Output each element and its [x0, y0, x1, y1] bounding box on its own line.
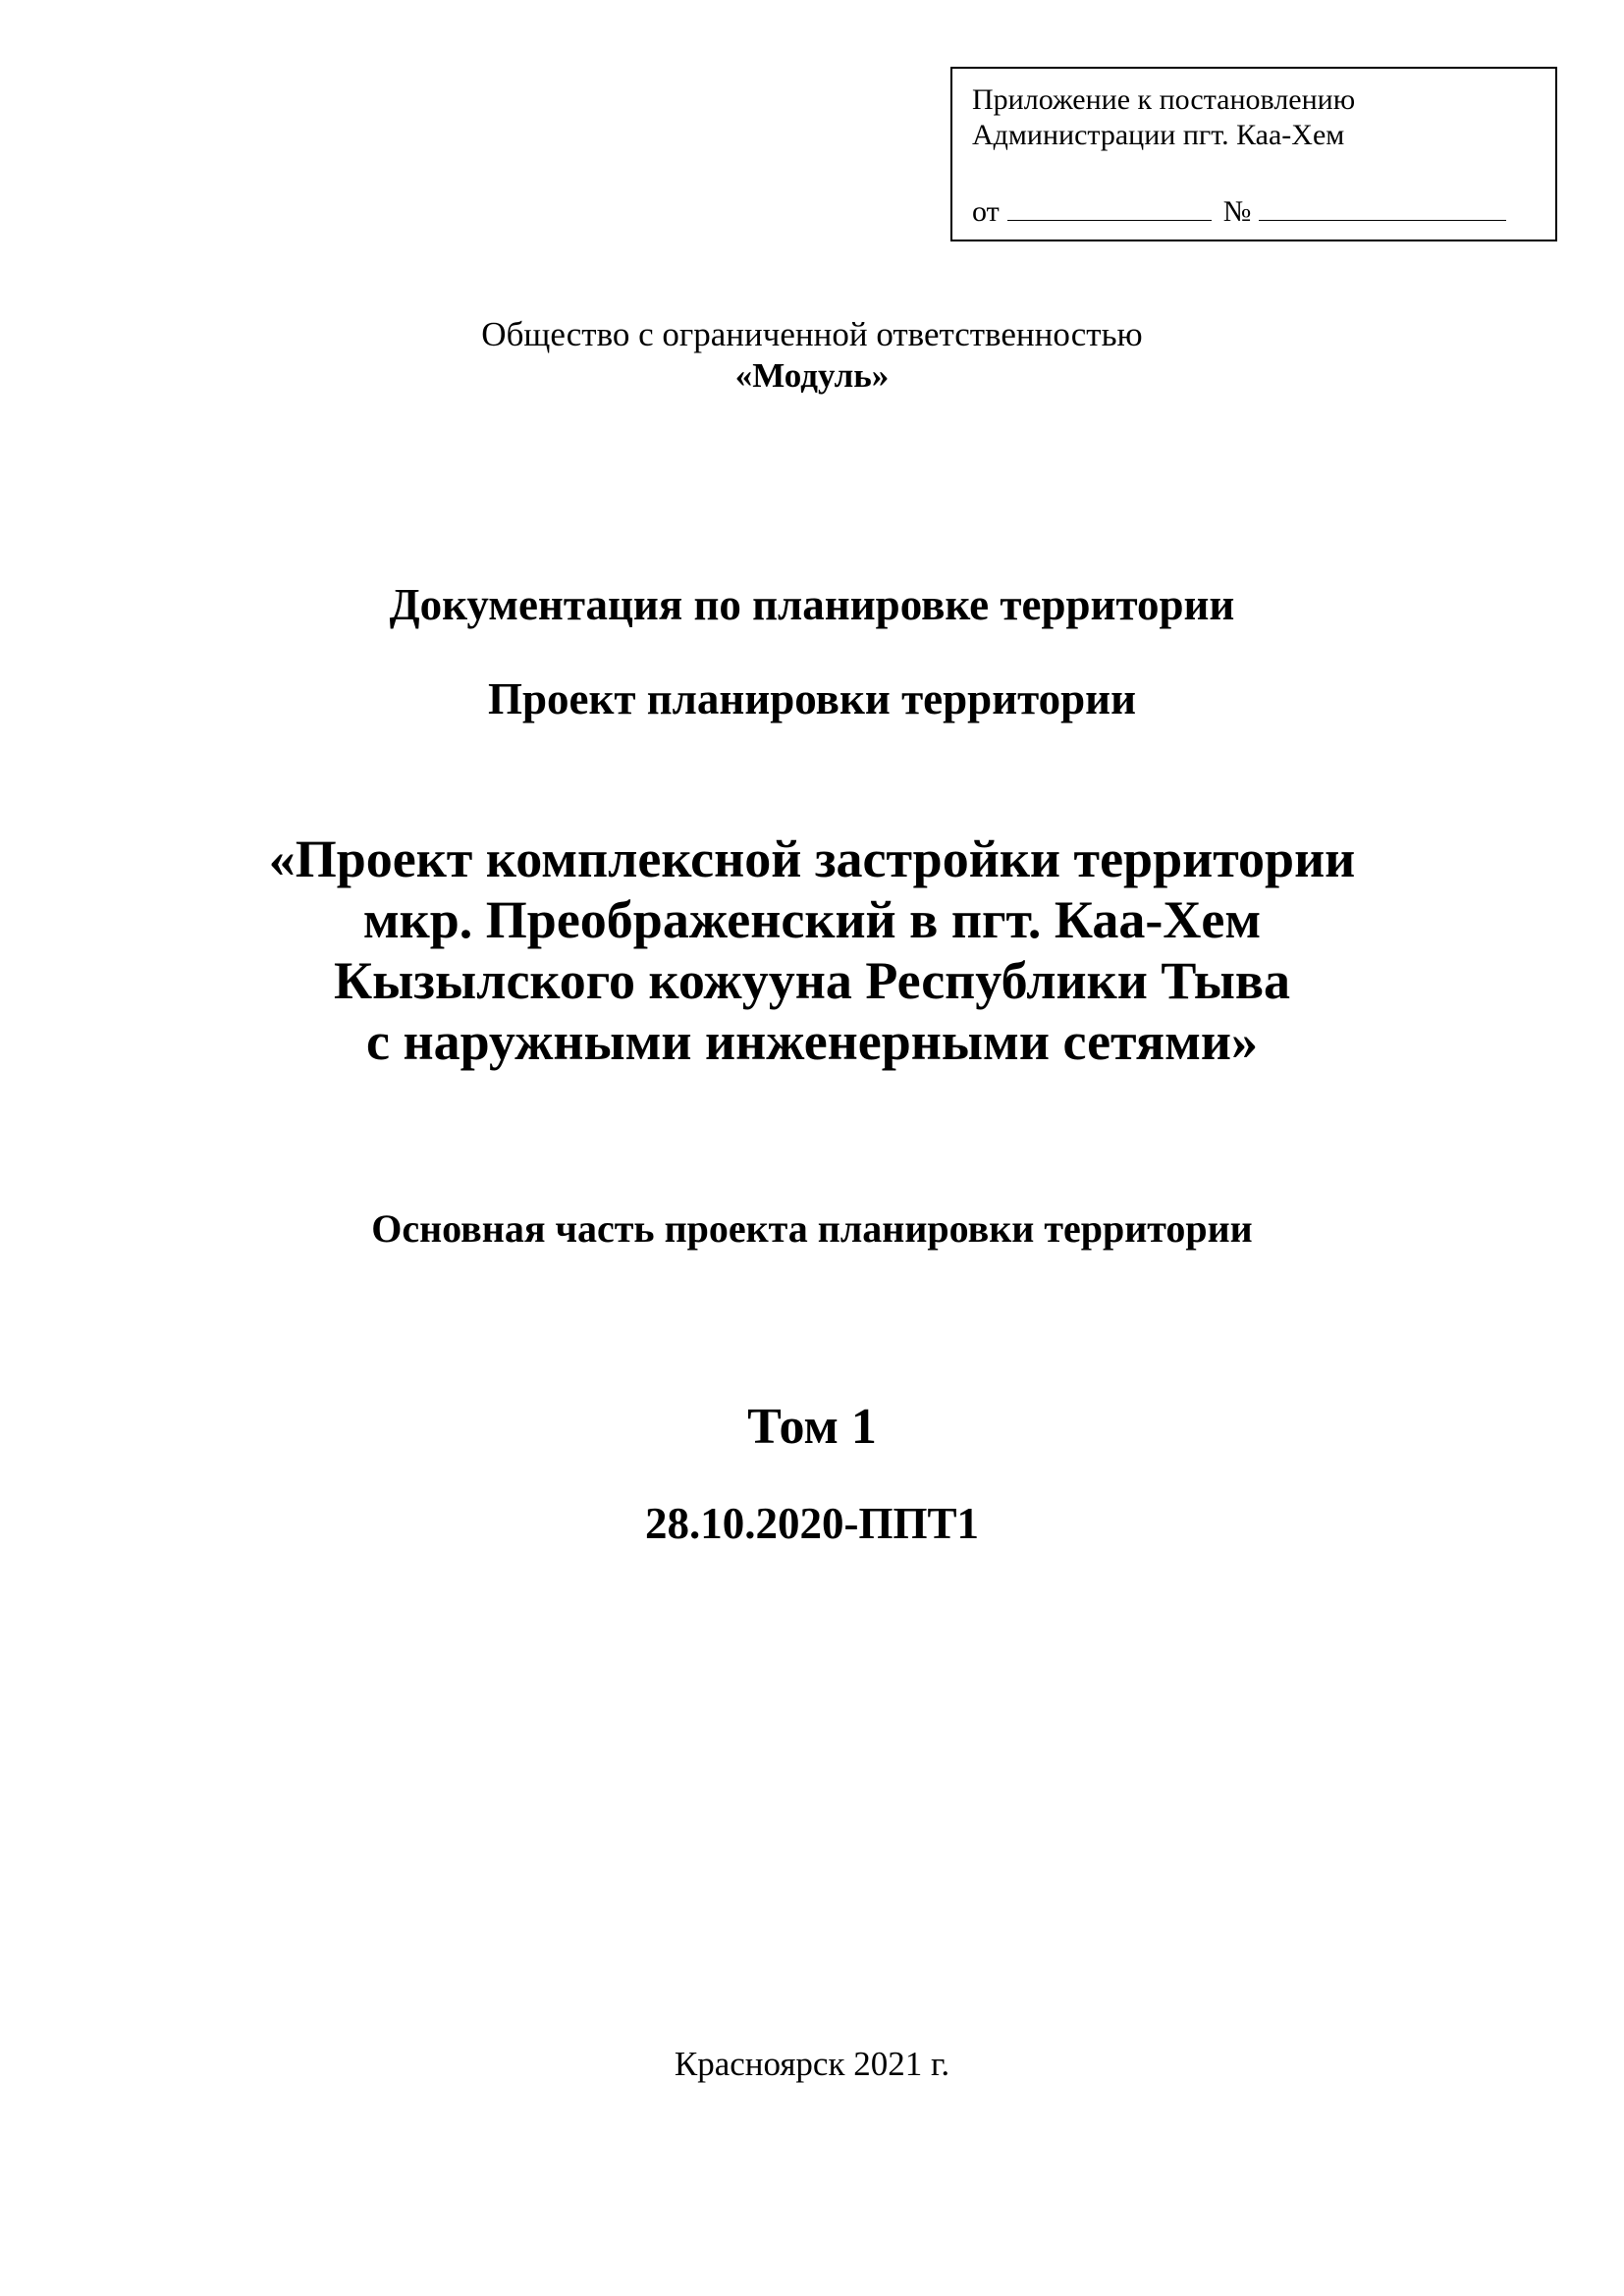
document-code-block	[0, 1498, 1624, 1549]
footer-city-year: Красноярск 2021 г.	[674, 2045, 950, 2083]
organization-type: Общество с ограниченной ответственностью	[481, 315, 1143, 353]
documentation-heading: Документация по планировке территории	[389, 580, 1235, 629]
project-title-block	[0, 828, 1624, 1072]
approval-number-blank	[1259, 194, 1506, 221]
footer-block	[0, 2044, 1624, 2085]
document-code: 28.10.2020-ППТ1	[644, 1499, 979, 1548]
project-title-line-3: Кызылского кожууна Республики Тыва	[333, 951, 1291, 1010]
approval-date-number-line	[972, 194, 1536, 230]
documentation-heading-block	[0, 579, 1624, 630]
approval-number-label: №	[1222, 195, 1252, 228]
volume-block	[0, 1398, 1624, 1457]
project-heading-block	[0, 673, 1624, 724]
approval-from-label: от	[972, 195, 1000, 228]
volume-label: Том 1	[747, 1399, 877, 1455]
main-part-heading: Основная часть проекта планировки территории	[371, 1206, 1253, 1251]
project-title-line-2: мкр. Преображенский в пгт. Каа-Хем	[362, 890, 1262, 949]
organization-name: «Модуль»	[734, 356, 890, 395]
project-title-line-1: «Проект комплексной застройки территории	[268, 829, 1356, 888]
approval-line-1: Приложение к постановлению	[972, 83, 1356, 116]
approval-date-blank	[1007, 194, 1212, 221]
project-heading: Проект планировки территории	[487, 674, 1137, 723]
approval-stamp-box	[950, 67, 1557, 241]
project-title-line-4: с наружными инженерными сетями»	[366, 1012, 1258, 1071]
approval-line-2: Администрации пгт. Каа-Хем	[972, 119, 1345, 151]
organization-block	[0, 314, 1624, 397]
main-part-block	[0, 1205, 1624, 1253]
